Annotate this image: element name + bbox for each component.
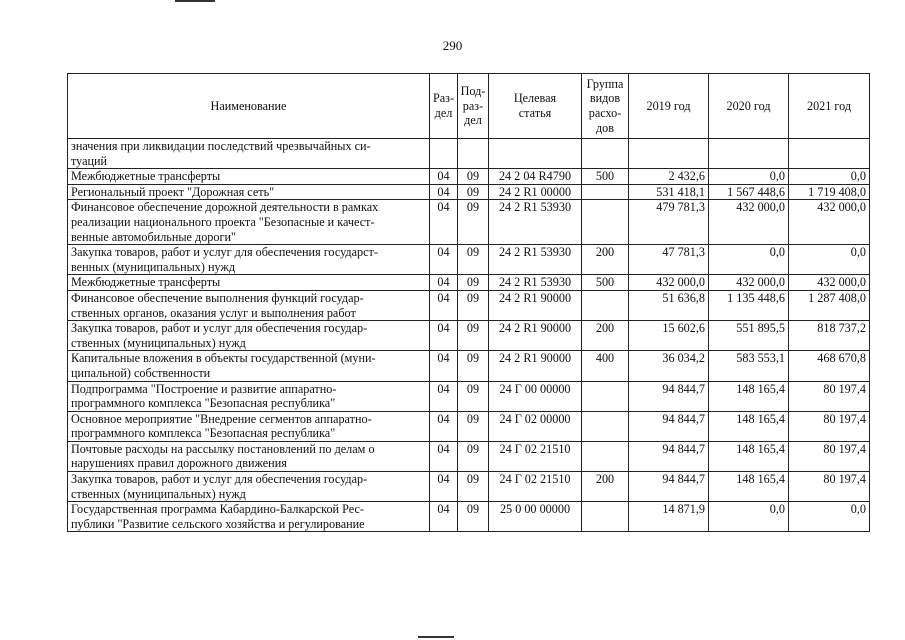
cell-y2021: 0,0 — [789, 169, 870, 185]
cell-y2019: 94 844,7 — [629, 411, 709, 441]
cell-target: 24 2 R1 53930 — [489, 275, 582, 291]
cell-section: 04 — [430, 169, 458, 185]
budget-table — [67, 73, 870, 532]
cell-y2021: 818 737,2 — [789, 321, 870, 351]
cell-subsection: 09 — [458, 275, 489, 291]
cell-subsection: 09 — [458, 351, 489, 381]
table-row — [68, 502, 870, 532]
header-group: Группа видов расхо- дов — [582, 74, 629, 139]
cell-subsection: 09 — [458, 472, 489, 502]
cell-y2019: 36 034,2 — [629, 351, 709, 381]
cell-subsection: 09 — [458, 411, 489, 441]
cell-y2020: 148 165,4 — [709, 411, 789, 441]
cell-group — [582, 502, 629, 532]
cell-section: 04 — [430, 441, 458, 471]
cell-subsection: 09 — [458, 245, 489, 275]
header-2020: 2020 год — [709, 74, 789, 139]
cell-group — [582, 290, 629, 320]
cell-y2021: 468 670,8 — [789, 351, 870, 381]
cell-section: 04 — [430, 411, 458, 441]
cell-y2021: 0,0 — [789, 245, 870, 275]
cell-section: 04 — [430, 245, 458, 275]
cell-group: 200 — [582, 321, 629, 351]
cell-name: Государственная программа Кабардино-Балкарской Рес- публики "Развитие сельского хозяйства и регулирование — [68, 502, 430, 532]
cell-section: 04 — [430, 321, 458, 351]
cell-subsection: 09 — [458, 200, 489, 245]
cell-y2021: 80 197,4 — [789, 441, 870, 471]
cell-subsection: 09 — [458, 502, 489, 532]
header-subsection: Под- раз- дел — [458, 74, 489, 139]
cell-y2020: 583 553,1 — [709, 351, 789, 381]
table-row — [68, 472, 870, 502]
cell-name: Региональный проект "Дорожная сеть" — [68, 184, 430, 200]
scan-mark-bottom — [418, 636, 454, 640]
cell-y2019: 2 432,6 — [629, 169, 709, 185]
cell-y2021: 80 197,4 — [789, 411, 870, 441]
cell-target: 24 2 R1 90000 — [489, 351, 582, 381]
cell-section: 04 — [430, 381, 458, 411]
cell-y2020: 148 165,4 — [709, 472, 789, 502]
table-row — [68, 139, 870, 169]
table-body — [68, 139, 870, 532]
cell-section: 04 — [430, 472, 458, 502]
cell-name: Основное мероприятие "Внедрение сегментов аппаратно- программного комплекса "Безопасная республика" — [68, 411, 430, 441]
cell-name: Финансовое обеспечение дорожной деятельности в рамках реализации национального проекта "Безопасные и качест- венные автомобильные дороги" — [68, 200, 430, 245]
cell-group — [582, 441, 629, 471]
table-row — [68, 321, 870, 351]
cell-section: 04 — [430, 351, 458, 381]
cell-group — [582, 184, 629, 200]
page-number: 290 — [442, 38, 463, 53]
header-name: Наименование — [68, 74, 430, 139]
cell-group: 500 — [582, 169, 629, 185]
cell-y2021: 80 197,4 — [789, 381, 870, 411]
cell-target: 24 2 R1 90000 — [489, 321, 582, 351]
table-row — [68, 441, 870, 471]
cell-name: Капитальные вложения в объекты государственной (муни- ципальной) собственности — [68, 351, 430, 381]
cell-y2021: 1 287 408,0 — [789, 290, 870, 320]
cell-target: 24 Г 02 21510 — [489, 441, 582, 471]
cell-name: Закупка товаров, работ и услуг для обеспечения государ- ственных (муниципальных) нужд — [68, 321, 430, 351]
cell-group: 500 — [582, 275, 629, 291]
cell-section: 04 — [430, 184, 458, 200]
table-row — [68, 381, 870, 411]
table-row — [68, 411, 870, 441]
table-row — [68, 351, 870, 381]
cell-target: 24 2 R1 90000 — [489, 290, 582, 320]
table-row — [68, 245, 870, 275]
cell-target: 24 2 04 R4790 — [489, 169, 582, 185]
cell-group — [582, 200, 629, 245]
cell-target: 25 0 00 00000 — [489, 502, 582, 532]
cell-group: 200 — [582, 472, 629, 502]
header-target: Целевая статья — [489, 74, 582, 139]
cell-y2019: 94 844,7 — [629, 472, 709, 502]
cell-target: 24 Г 02 21510 — [489, 472, 582, 502]
cell-target: 24 Г 00 00000 — [489, 381, 582, 411]
cell-y2020: 148 165,4 — [709, 381, 789, 411]
cell-y2021: 432 000,0 — [789, 200, 870, 245]
cell-target: 24 2 R1 53930 — [489, 245, 582, 275]
cell-y2021: 80 197,4 — [789, 472, 870, 502]
cell-y2020: 1 567 448,6 — [709, 184, 789, 200]
table-row — [68, 184, 870, 200]
cell-y2020: 0,0 — [709, 245, 789, 275]
table-header-row — [68, 74, 870, 139]
cell-target — [489, 139, 582, 169]
cell-y2020: 1 135 448,6 — [709, 290, 789, 320]
cell-y2019: 94 844,7 — [629, 381, 709, 411]
cell-subsection — [458, 139, 489, 169]
cell-y2019: 432 000,0 — [629, 275, 709, 291]
cell-y2021: 0,0 — [789, 502, 870, 532]
cell-y2021: 432 000,0 — [789, 275, 870, 291]
cell-name: Межбюджетные трансферты — [68, 275, 430, 291]
cell-y2020: 432 000,0 — [709, 200, 789, 245]
header-section: Раз- дел — [430, 74, 458, 139]
cell-y2021: 1 719 408,0 — [789, 184, 870, 200]
table-row — [68, 200, 870, 245]
cell-section: 04 — [430, 290, 458, 320]
cell-y2019: 479 781,3 — [629, 200, 709, 245]
cell-y2020: 551 895,5 — [709, 321, 789, 351]
cell-section: 04 — [430, 275, 458, 291]
cell-name: Закупка товаров, работ и услуг для обеспечения государст- венных (муниципальных) нужд — [68, 245, 430, 275]
header-2021: 2021 год — [789, 74, 870, 139]
cell-target: 24 Г 02 00000 — [489, 411, 582, 441]
cell-y2019: 15 602,6 — [629, 321, 709, 351]
cell-group: 400 — [582, 351, 629, 381]
cell-group: 200 — [582, 245, 629, 275]
cell-group — [582, 381, 629, 411]
cell-subsection: 09 — [458, 441, 489, 471]
cell-y2019: 14 871,9 — [629, 502, 709, 532]
cell-name: Подпрограмма "Построение и развитие аппаратно- программного комплекса "Безопасная республика" — [68, 381, 430, 411]
cell-subsection: 09 — [458, 184, 489, 200]
cell-subsection: 09 — [458, 169, 489, 185]
cell-name: значения при ликвидации последствий чрезвычайных си- туаций — [68, 139, 430, 169]
table-row — [68, 169, 870, 185]
cell-y2021 — [789, 139, 870, 169]
cell-name: Межбюджетные трансферты — [68, 169, 430, 185]
header-2019: 2019 год — [629, 74, 709, 139]
cell-y2020: 0,0 — [709, 502, 789, 532]
cell-y2019: 531 418,1 — [629, 184, 709, 200]
cell-group — [582, 411, 629, 441]
cell-name: Почтовые расходы на рассылку постановлений по делам о нарушениях правил дорожного движения — [68, 441, 430, 471]
cell-y2019: 47 781,3 — [629, 245, 709, 275]
cell-subsection: 09 — [458, 290, 489, 320]
cell-subsection: 09 — [458, 381, 489, 411]
cell-target: 24 2 R1 00000 — [489, 184, 582, 200]
cell-y2020: 148 165,4 — [709, 441, 789, 471]
cell-name: Закупка товаров, работ и услуг для обеспечения государ- ственных (муниципальных) нужд — [68, 472, 430, 502]
cell-target: 24 2 R1 53930 — [489, 200, 582, 245]
table-row — [68, 275, 870, 291]
cell-section: 04 — [430, 502, 458, 532]
cell-y2019 — [629, 139, 709, 169]
cell-section: 04 — [430, 200, 458, 245]
cell-y2020 — [709, 139, 789, 169]
cell-y2019: 94 844,7 — [629, 441, 709, 471]
cell-group — [582, 139, 629, 169]
cell-y2020: 0,0 — [709, 169, 789, 185]
cell-name: Финансовое обеспечение выполнения функций государ- ственных органов, оказания услуг и выполнения работ — [68, 290, 430, 320]
scan-mark-top — [175, 0, 215, 4]
cell-y2020: 432 000,0 — [709, 275, 789, 291]
cell-subsection: 09 — [458, 321, 489, 351]
table-row — [68, 290, 870, 320]
cell-y2019: 51 636,8 — [629, 290, 709, 320]
cell-section — [430, 139, 458, 169]
